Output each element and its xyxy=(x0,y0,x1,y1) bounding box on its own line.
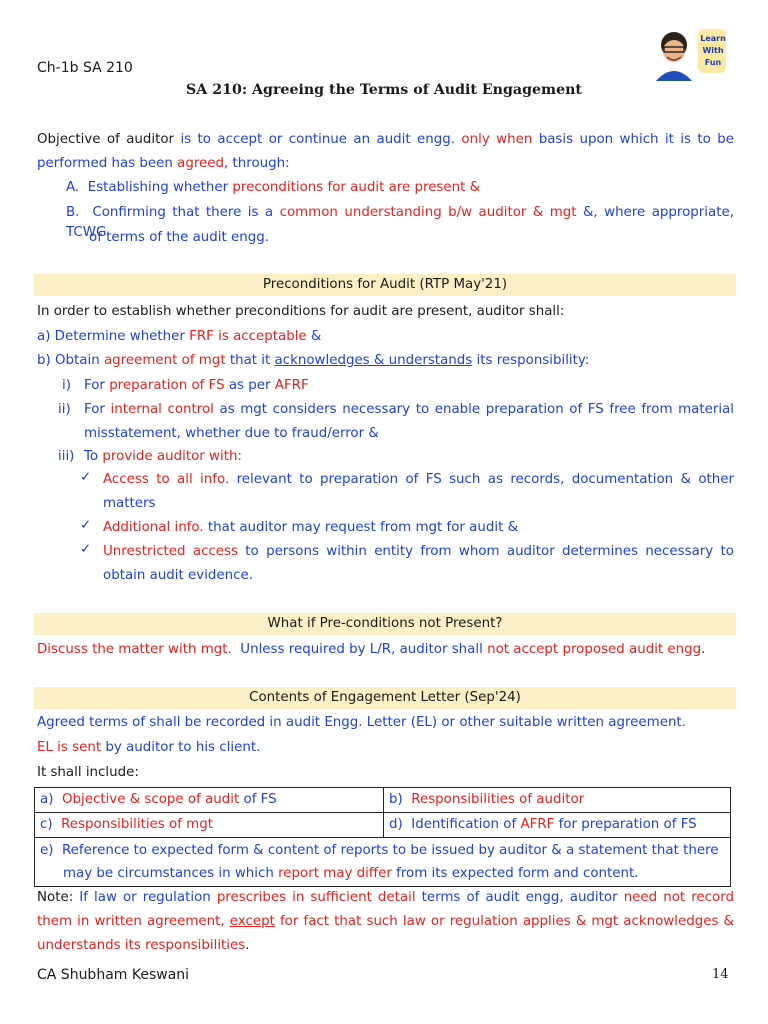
objective-line-2: performed has been agreed, through: xyxy=(37,156,290,171)
note-line-1: Note: If law or regulation prescribes in sufficient detail terms of audit engg, auditor need not record xyxy=(37,890,734,905)
table-row xyxy=(35,813,731,838)
check-icon: ✓ xyxy=(80,470,92,485)
precondition-b-ii: ii) For internal control as mgt considers necessary to enable preparation of FS free from material xyxy=(58,402,734,417)
letter-heading: Contents of Engagement Letter (Sep'24) xyxy=(34,687,736,709)
table-cell: e) Reference to expected form & content of reports to be issued by auditor & a statement that there may be circumstances in which report may differ from its expected form and content. xyxy=(35,838,731,887)
objective-point-a: A. Establishing whether preconditions for audit are present & xyxy=(66,180,481,195)
precondition-b-ii-cont: misstatement, whether due to fraud/error & xyxy=(84,426,379,441)
precondition-b-iii: iii) To provide auditor with: xyxy=(58,449,242,464)
preconditions-intro: In order to establish whether preconditions for audit are present, auditor shall: xyxy=(37,304,565,319)
check-icon: ✓ xyxy=(80,542,92,557)
logo-text: Learn With Fun xyxy=(700,34,726,67)
precondition-b: b) Obtain agreement of mgt that it acknowledges & understands its responsibility: xyxy=(37,353,590,368)
page-title: SA 210: Agreeing the Terms of Audit Engagement xyxy=(186,82,582,98)
table-cell: d) Identification of AFRF for preparation of FS xyxy=(384,813,731,838)
precondition-a: a) Determine whether FRF is acceptable & xyxy=(37,329,322,344)
provide-unrestricted-access-cont: obtain audit evidence. xyxy=(103,568,253,583)
provide-additional-info: Additional info. that auditor may request from mgt for audit & xyxy=(103,520,519,535)
letter-line-1: Agreed terms of shall be recorded in audit Engg. Letter (EL) or other suitable written agreement. xyxy=(37,715,686,730)
objective-point-b: B. Confirming that there is a common understanding b/w auditor & mgt &, where appropriate, TCWG xyxy=(66,205,734,240)
table-row xyxy=(35,838,731,887)
note-line-2: them in written agreement, except for fact that such law or regulation applies & mgt acknowledges & xyxy=(37,914,734,929)
table-row xyxy=(35,788,731,813)
provide-access: Access to all info. relevant to preparation of FS such as records, documentation & other xyxy=(103,472,734,487)
check-icon: ✓ xyxy=(80,518,92,533)
logo-avatar xyxy=(650,25,730,81)
letter-contents-table xyxy=(34,787,731,887)
table-cell: a) Objective & scope of audit of FS xyxy=(35,788,384,813)
precondition-b-i: i) For preparation of FS as per AFRF xyxy=(62,378,309,393)
objective-line-1: Objective of auditor is to accept or continue an audit engg. only when basis upon which it is to be xyxy=(37,132,734,147)
table-cell: b) Responsibilities of auditor xyxy=(384,788,731,813)
page-number: 14 xyxy=(712,967,729,982)
not-present-heading: What if Pre-conditions not Present? xyxy=(34,613,736,635)
objective-point-b-cont: of terms of the audit engg. xyxy=(89,230,269,245)
letter-line-2: EL is sent by auditor to his client. xyxy=(37,740,261,755)
provide-access-cont: matters xyxy=(103,496,156,511)
provide-unrestricted-access: Unrestricted access to persons within entity from whom auditor determines necessary to xyxy=(103,544,734,559)
table-cell: c) Responsibilities of mgt xyxy=(35,813,384,838)
note-line-3: understands its responsibilities. xyxy=(37,938,250,953)
chapter-label: Ch-1b SA 210 xyxy=(37,60,133,76)
not-present-text: Discuss the matter with mgt. Unless required by L/R, auditor shall not accept proposed audit engg. xyxy=(37,642,706,657)
letter-line-3: It shall include: xyxy=(37,765,139,780)
footer-author: CA Shubham Keswani xyxy=(37,967,190,983)
preconditions-heading: Preconditions for Audit (RTP May'21) xyxy=(34,274,736,296)
